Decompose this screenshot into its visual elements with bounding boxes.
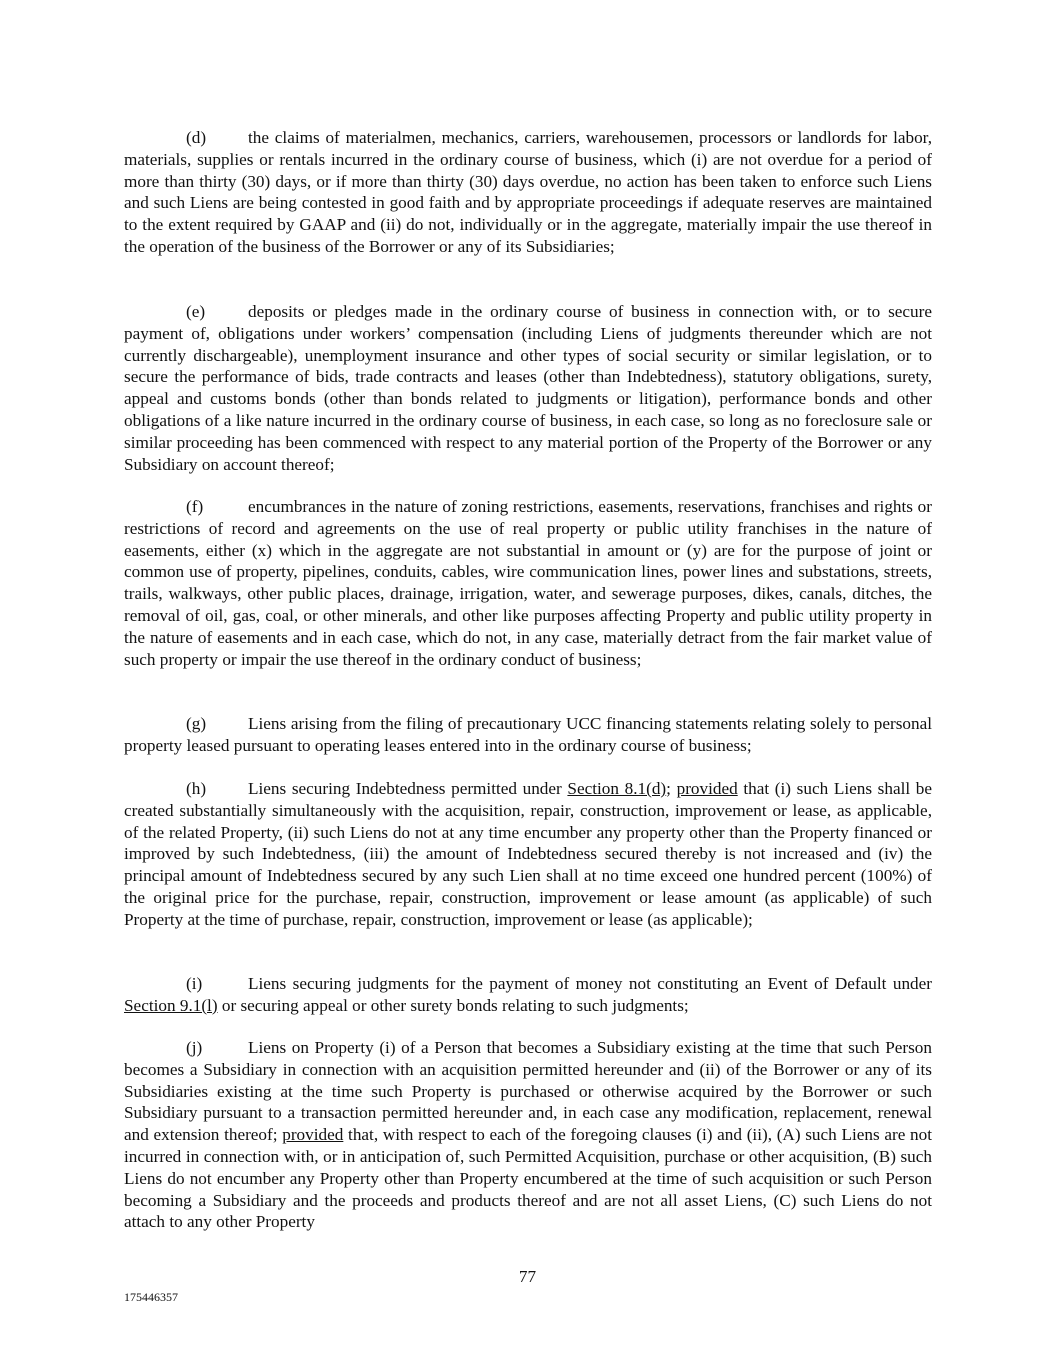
paragraph-text: deposits or pledges made in the ordinary course of business in connection with, or to secure payment of, obligations under workers’ compensation (including Liens of judgments thereunder which are not currently dischargeable), unemployment insurance and other types of social security or similar legislation, or to secure the performance of bids, trade contracts and leases (other than Indebtedness), statutory obligations, surety, appeal and customs bonds (other than bonds related to judgments or litigation), performance bonds and other obligations of a like nature incurred in the ordinary course of business, in each case, so long as no foreclosure sale or similar proceeding has been commenced with respect to any material portion of the Property of the Borrower or any Subsidiary on account thereof; xyxy=(124,302,932,474)
paragraph-label: (f) xyxy=(186,497,204,516)
paragraph-text: that (i) such Liens shall be created substantially simultaneously with the acquisition, repair, construction, improvement or lease, as applicable, of the related Property, (ii) such Liens do not at any time encumber any property other than the Property financed or improved by such Indebtedness, (iii) the amount of Indebtedness secured thereby is not increased and (iv) the principal amount of Indebtedness secured by any such Lien shall at no time exceed one hundred percent (100%) of the original price for the purchase, repair, construction, improvement or lease amount (as applicable) of such Property at the time of purchase, repair, construction, improvement or lease (as applicable); xyxy=(124,779,932,929)
paragraph-label: (e) xyxy=(186,302,206,321)
paragraph-text: that, with respect to each of the foregoing clauses (i) and (ii), (A) such Liens are not incurred in connection with, or in anticipation of, such Permitted Acquisition, purchase or other acquisition, (B) such Liens do not encumber any Property other than Property encumbered at the time of such acquisition or such Person becoming a Subsidiary and the proceeds and products thereof and are not all asset Liens, (C) such Liens do not attach to any other Property xyxy=(124,1125,932,1232)
paragraph-label: (i) xyxy=(186,974,203,993)
paragraph-label: (j) xyxy=(186,1038,203,1057)
paragraph-text: or securing appeal or other surety bonds relating to such judgments; xyxy=(221,995,689,1015)
paragraph-text: Liens securing Indebtedness permitted under xyxy=(248,779,562,798)
document-id: 175446357 xyxy=(124,1290,178,1304)
paragraph-j xyxy=(124,1037,932,1233)
paragraph-e xyxy=(124,301,932,475)
paragraph-text: ; xyxy=(666,779,671,798)
paragraph-d xyxy=(124,127,932,258)
paragraph-f xyxy=(124,496,932,670)
paragraph-label: (d) xyxy=(186,128,207,147)
paragraph-text: Liens on Property (i) of a Person that becomes a Subsidiary existing at the time that such Person becomes a Subsidiary in connection with an acquisition permitted hereunder and (ii) of the Borrower or any of its Subsidiaries existing at the time such Property is purchased or otherwise acquired by the Borrower or such Subsidiary pursuant to a transaction permitted hereunder and, in each case any modification, replacement, renewal and extension thereof; xyxy=(124,1038,932,1145)
provided-term: provided xyxy=(282,1125,344,1145)
paragraph-text: Liens arising from the filing of precautionary UCC financing statements relating solely to personal property leased pursuant to operating leases entered into in the ordinary course of business; xyxy=(124,714,932,755)
paragraph-label: (h) xyxy=(186,779,207,798)
paragraph-h xyxy=(124,778,932,931)
paragraph-text: Liens securing judgments for the payment of money not constituting an Event of Default under xyxy=(248,974,932,993)
section-reference: Section 8.1(d) xyxy=(567,779,667,798)
paragraph-label: (g) xyxy=(186,714,207,733)
paragraph-text: encumbrances in the nature of zoning restrictions, easements, reservations, franchises and rights or restrictions of record and agreements on the use of real property or public utility franchises in the nature of easements, either (x) which in the aggregate are not substantial in amount or (y) are for the purpose of joint or common use of property, pipelines, conduits, cables, wire communication lines, power lines and substations, streets, trails, walkways, other public places, drainage, irrigation, water, and sewerage purposes, dikes, canals, ditches, the removal of oil, gas, coal, or other minerals, and other like purposes affecting Property and public utility property in the nature of easements and in each case, which do not, in any case, materially detract from the fair market value of such property or impair the use thereof in the ordinary conduct of business; xyxy=(124,497,932,669)
provided-term: provided xyxy=(676,779,738,798)
section-reference: Section 9.1(l) xyxy=(124,995,218,1015)
paragraph-g xyxy=(124,713,932,757)
page-number: 77 xyxy=(518,1267,537,1286)
paragraph-i xyxy=(124,973,932,1017)
paragraph-text: the claims of materialmen, mechanics, carriers, warehousemen, processors or landlords for labor, materials, supplies or rentals incurred in the ordinary course of business, which (i) are not overdue for a period of more than thirty (30) days, or if more than thirty (30) days overdue, no action has been taken to enforce such Liens and such Liens are being contested in good faith and by appropriate proceedings if adequate reserves are maintained to the extent required by GAAP and (ii) do not, individually or in the aggregate, materially impair the use thereof in the operation of the business of the Borrower or any of its Subsidiaries; xyxy=(124,128,932,256)
